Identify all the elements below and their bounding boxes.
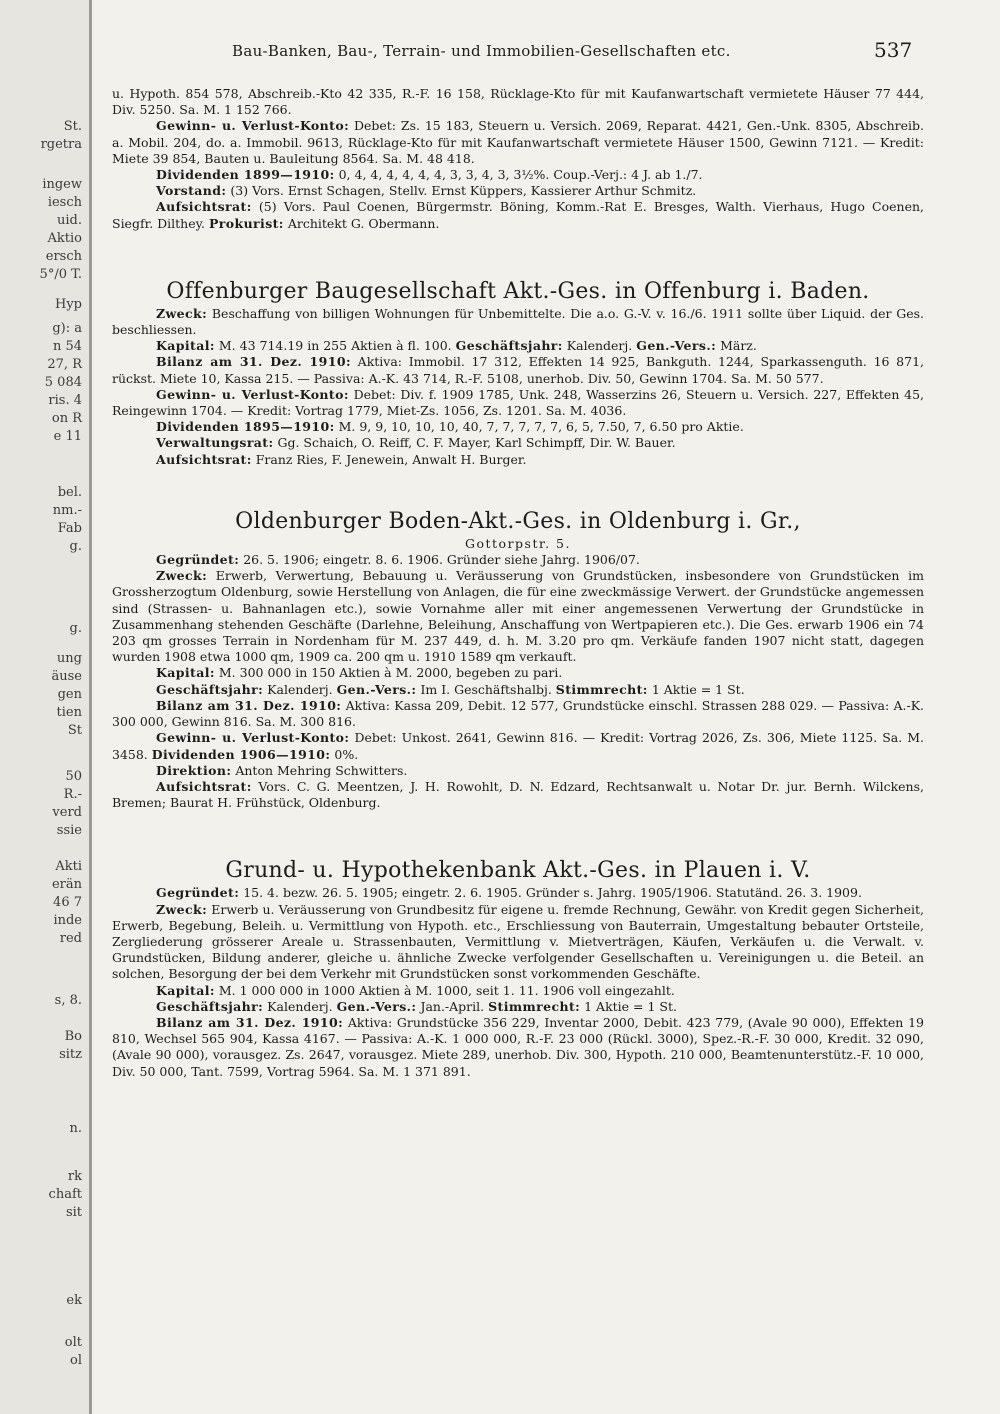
margin-fragment: ol xyxy=(70,1353,82,1368)
margin-fragment: inde xyxy=(53,913,82,928)
company-entry-oldenburg xyxy=(112,508,924,811)
margin-fragment: olt xyxy=(64,1335,82,1350)
margin-fragment: ung xyxy=(56,651,82,666)
field-value: März. xyxy=(720,338,757,354)
margin-fragment: n 54 xyxy=(52,339,82,354)
page-body xyxy=(112,86,924,1080)
field-label: Dividenden 1899—1910: xyxy=(156,167,335,183)
field-label: Verwaltungsrat: xyxy=(156,435,274,451)
field-label: Bilanz am 31. Dez. 1910: xyxy=(156,354,351,370)
field-label: Gewinn- u. Verlust-Konto: xyxy=(156,730,350,746)
balance-paragraph xyxy=(112,698,924,730)
field-label: Aufsichtsrat: xyxy=(156,199,252,215)
field-label: Prokurist: xyxy=(208,215,284,231)
field-value: Kalenderj. xyxy=(566,338,633,354)
purpose-paragraph xyxy=(112,902,924,983)
margin-fragment: erän xyxy=(51,877,82,892)
margin-fragment: chaft xyxy=(48,1187,82,1202)
capital-paragraph xyxy=(112,665,924,681)
field-value: 26. 5. 1906; eingetr. 8. 6. 1906. Gründer siehe Jahrg. 1906/07. xyxy=(243,552,640,568)
field-label: Geschäftsjahr: xyxy=(156,681,264,697)
field-value: 0, 4, 4, 4, 4, 4, 4, 3, 3, 4, 3, 3½%. Coup.-Verj.: 4 J. ab 1./7. xyxy=(338,167,703,183)
field-label: Zweck: xyxy=(156,568,208,584)
field-label: Gewinn- u. Verlust-Konto: xyxy=(156,118,350,134)
margin-fragment: e 11 xyxy=(53,429,82,444)
margin-fragment: rk xyxy=(67,1169,82,1184)
field-label: Kapital: xyxy=(156,982,215,998)
field-label: Zweck: xyxy=(156,305,208,321)
field-value: Architekt G. Obermann. xyxy=(287,215,440,231)
field-value: Im I. Geschäftshalbj. xyxy=(420,681,552,697)
margin-fragment: ersch xyxy=(45,249,82,264)
field-value: 0%. xyxy=(334,746,359,762)
margin-fragment: 27, R xyxy=(47,357,82,372)
field-label: Gen.-Vers.: xyxy=(336,681,417,697)
margin-fragment: ris. 4 xyxy=(48,393,82,408)
field-label: Direktion: xyxy=(156,762,232,778)
margin-fragment: Fab xyxy=(57,521,82,536)
entry-continued xyxy=(112,86,924,232)
margin-fragment: n. xyxy=(69,1121,82,1136)
capital-paragraph xyxy=(112,338,924,354)
margin-fragment: g): a xyxy=(52,321,82,336)
profit-loss-paragraph xyxy=(112,730,924,762)
founded-paragraph xyxy=(112,885,924,901)
field-value: Vors. C. G. Meentzen, J. H. Rowohlt, D. N. Edzard, Rechtsanwalt u. Notar Dr. jur. Bernh. Wilckens, Bremen; Baurat H. Frühstück, Oldenburg. xyxy=(112,778,924,811)
dividends-paragraph xyxy=(112,419,924,435)
admin-board-paragraph xyxy=(112,435,924,451)
balance-continuation: u. Hypoth. 854 578, Abschreib.-Kto 42 335, R.-F. 16 158, Rücklage-Kto für mit Kaufanwartschaft vermietete Häuser 77 444, Div. 5250. Sa. M. 1 152 766. xyxy=(112,86,924,118)
page-fold-shadow xyxy=(89,0,92,1414)
field-value: Kalenderj. xyxy=(267,998,333,1014)
field-value: Aktiva: Kassa 209, Debit. 12 577, Grundstücke einschl. Strassen 288 029. — Passiva: A.-K. 300 000, Gewinn 816. Sa. M. 300 816. xyxy=(112,697,925,730)
margin-fragment: g. xyxy=(69,539,82,554)
field-value: Aktiva: Grundstücke 356 229, Inventar 2000, Debit. 423 779, (Avale 90 000), Effekten 19 810, Wechsel 565 904, Kassa 4167. — Passiva: A.-K. 1 000 000, R.-F. 23 000 (Rückl. 3000), Spez.-R.-F. 30 000, Kredit. 32 090, (Avale 90 000), vorausgez. Zs. 2647, vorausgez. Miete 289, unerhob. Div. 300, Hypoth. 210 000, Beamtenunterstütz.-F. 10 000, Div. 50 000, Tant. 7599, Vortrag 5964. Sa. M. 1 371 891. xyxy=(112,1014,924,1079)
field-label: Gewinn- u. Verlust-Konto: xyxy=(156,386,349,402)
supervisory-board-paragraph xyxy=(112,779,924,811)
margin-fragment: ek xyxy=(66,1293,82,1308)
field-label: Kapital: xyxy=(156,665,215,681)
margin-fragment: ingew xyxy=(42,177,82,192)
page-number: 537 xyxy=(874,38,913,62)
margin-fragment: R.- xyxy=(63,787,82,802)
field-value: 1 Aktie = 1 St. xyxy=(651,681,745,697)
margin-fragment: uid. xyxy=(57,213,82,228)
field-value: Kalenderj. xyxy=(267,681,333,697)
company-entry-plauen xyxy=(112,857,924,1079)
field-value: M. 43 714.19 in 255 Aktien à fl. 100. xyxy=(218,338,452,354)
supervisory-board-paragraph xyxy=(112,452,924,468)
margin-fragment: s, 8. xyxy=(54,993,82,1008)
margin-fragment: Akti xyxy=(55,859,82,874)
margin-fragment: 5 084 xyxy=(44,375,82,390)
field-label: Stimmrecht: xyxy=(488,998,581,1014)
margin-fragment: rgetra xyxy=(40,137,82,152)
margin-fragment: gen xyxy=(57,687,82,702)
purpose-paragraph xyxy=(112,568,924,665)
field-value: Erwerb u. Veräusserung von Grundbesitz für eigene u. fremde Rechnung, Gewähr. von Kredit gegen Sicherheit, Erwerb, Begebung, Beleih. u. Vermittlung von Hypoth. etc., Erschliessung von Bauterrain, Umgestaltung bebauter Ortsteile, Zergliederung grösserer Areale u. Strassenbauten, Vermittlung v. Mietverträgen, Käufen, Verkäufen u. die Verwalt. v. Grundstücken, Bildung anderer, gleiche u. ähnliche Zwecke verfolgender Gesellschaften u. Vereinigungen u. die Beteil. an solchen, Besorgung der bei dem Verkehr mit Grundstücken sonst vorkommenden Geschäfte. xyxy=(112,901,924,982)
margin-fragment: bel. xyxy=(57,485,82,500)
field-value: Debet: Div. f. 1909 1785, Unk. 248, Wasserzins 26, Steuern u. Versich. 227, Effekten 45, Reingewinn 1704. — Kredit: Vortrag 1779, Miet-Zs. 1056, Zs. 1201. Sa. M. 4036. xyxy=(112,386,924,419)
field-value: 1 Aktie = 1 St. xyxy=(584,998,677,1014)
margin-fragment: verd xyxy=(52,805,82,820)
field-value: Debet: Unkost. 2641, Gewinn 816. — Kredit: Vortrag 2026, Zs. 306, Miete 1125. Sa. M. 3458. xyxy=(112,730,925,762)
field-value: Aktiva: Immobil. 17 312, Effekten 14 925, Bankguth. 1244, Sparkassenguth. 16 871, rückst. Miete 10, Kassa 215. — Passiva: A.-K. 43 714, R.-F. 5108, unerhob. Div. 50, Gewinn 1704. Sa. M. 50 577. xyxy=(112,354,925,386)
founded-paragraph xyxy=(112,552,924,568)
profit-loss-paragraph xyxy=(112,387,924,419)
profit-loss-paragraph xyxy=(112,118,924,167)
field-value: 15. 4. bezw. 26. 5. 1905; eingetr. 2. 6. 1905. Gründer s. Jahrg. 1905/1906. Statutänd. 26. 3. 1909. xyxy=(243,885,862,901)
balance-paragraph xyxy=(112,354,924,386)
supervisory-board-paragraph xyxy=(112,199,924,231)
margin-fragment: on R xyxy=(51,411,82,426)
field-label: Bilanz am 31. Dez. 1910: xyxy=(156,1014,344,1030)
field-label: Kapital: xyxy=(156,338,215,354)
margin-fragment: iesch xyxy=(47,195,82,210)
margin-fragment: sitz xyxy=(59,1047,82,1062)
field-value: (3) Vors. Ernst Schagen, Stellv. Ernst Küppers, Kassierer Arthur Schmitz. xyxy=(230,183,697,199)
margin-fragment: äuse xyxy=(51,669,82,684)
margin-fragment: sit xyxy=(65,1205,82,1220)
company-address: Gottorpstr. 5. xyxy=(465,535,571,551)
company-heading: Oldenburger Boden-Akt.-Ges. in Oldenburg i. Gr., xyxy=(235,508,801,534)
field-label: Aufsichtsrat: xyxy=(156,451,252,467)
balance-paragraph xyxy=(112,1015,924,1080)
margin-fragment: Hyp xyxy=(54,297,82,312)
field-label: Stimmrecht: xyxy=(555,681,648,697)
capital-paragraph xyxy=(112,983,924,999)
field-value: Erwerb, Verwertung, Bebauung u. Veräusserung von Grundstücken, insbesondere von Grundstücken im Grossherzogtum Oldenburg, sowie Herstellung von Anlagen, die für eine zweckmässige Verwert. der Grundstücke angemessen sind (Strassen- u. Bahnanlagen etc.), sowie Vornahme aller mit einer angemessenen Verwertung der Grundstücke in Zusammenhang stehenden Geschäfte (Darlehne, Beleihung, Anschaffung von Wertpapieren etc.). Die Ges. erwarb 1906 ein 74 203 qm grosses Terrain in Nordenham für M. 237 449, d. h. M. 3.20 pro qm. Verkäufe fanden 1907 nicht statt, dagegen wurden 1908 etwa 1000 qm, 1909 ca. 200 qm u. 1910 1589 qm verkauft. xyxy=(112,568,924,665)
margin-fragment: 50 xyxy=(65,769,82,784)
field-label: Geschäftsjahr: xyxy=(156,998,264,1014)
margin-fragment: tien xyxy=(56,705,82,720)
margin-fragment: g. xyxy=(69,621,82,636)
document-page xyxy=(112,0,926,1414)
field-value: M. 1 000 000 in 1000 Aktien à M. 1000, seit 1. 11. 1906 voll eingezahlt. xyxy=(218,982,675,998)
company-heading: Offenburger Baugesellschaft Akt.-Ges. in Offenburg i. Baden. xyxy=(166,278,870,304)
field-label: Aufsichtsrat: xyxy=(156,778,252,794)
field-label: Gen.-Vers.: xyxy=(336,998,417,1014)
field-value: Franz Ries, F. Jenewein, Anwalt H. Burger. xyxy=(255,451,527,467)
left-margin-neighbor-page xyxy=(0,0,92,1414)
field-label: Bilanz am 31. Dez. 1910: xyxy=(156,697,342,713)
purpose-paragraph xyxy=(112,306,924,338)
field-value: M. 300 000 in 150 Aktien à M. 2000, begeben zu pari. xyxy=(218,665,563,681)
field-value: (5) Vors. Paul Coenen, Bürgermstr. Böning, Komm.-Rat E. Bresges, Walth. Vierhaus, Hugo Coenen, Siegfr. Dilthey. xyxy=(112,199,924,231)
field-value: Debet: Zs. 15 183, Steuern u. Versich. 2069, Reparat. 4421, Gen.-Unk. 8305, Abschreib. a. Mobil. 204, do. a. Immobil. 9613, Rücklage-Kto für mit Kaufanwartschaft vermietete Häuser 1500, Gewinn 7121. — Kredit: Miete 39 854, Bauten u. Bauleitung 8564. Sa. M. 48 418. xyxy=(112,118,924,166)
field-value: Anton Mehring Schwitters. xyxy=(235,762,408,778)
fiscal-paragraph xyxy=(112,999,924,1015)
field-value: Beschaffung von billigen Wohnungen für Unbemittelte. Die a.o. G.-V. v. 16./6. 1911 sollte über Liquid. der Ges. beschliessen. xyxy=(112,305,924,338)
margin-fragment: Aktio xyxy=(47,231,82,246)
field-label: Geschäftsjahr: xyxy=(455,338,563,354)
field-value: Jan.-April. xyxy=(420,998,485,1014)
field-label: Zweck: xyxy=(156,901,208,917)
field-value: M. 9, 9, 10, 10, 10, 40, 7, 7, 7, 7, 7, 6, 5, 7.50, 7, 6.50 pro Aktie. xyxy=(338,419,744,435)
margin-fragment: 46 7 xyxy=(53,895,82,910)
margin-fragment: ssie xyxy=(56,823,82,838)
field-value: Gg. Schaich, O. Reiff, C. F. Mayer, Karl Schimpff, Dir. W. Bauer. xyxy=(277,435,676,451)
field-label: Gegründet: xyxy=(156,885,240,901)
field-label: Gen.-Vers.: xyxy=(636,338,717,354)
field-label: Gegründet: xyxy=(156,552,240,568)
dividends-paragraph xyxy=(112,167,924,183)
margin-fragment: 5°/0 T. xyxy=(39,267,82,282)
board-paragraph xyxy=(112,183,924,199)
field-label: Dividenden 1895—1910: xyxy=(156,419,335,435)
field-label: Vorstand: xyxy=(156,183,227,199)
margin-fragment: nm.- xyxy=(52,503,82,518)
margin-fragment: St. xyxy=(63,119,82,134)
field-label: Dividenden 1906—1910: xyxy=(151,746,331,762)
company-heading: Grund- u. Hypothekenbank Akt.-Ges. in Plauen i. V. xyxy=(225,858,811,884)
margin-fragment: Bo xyxy=(64,1029,82,1044)
fiscal-paragraph xyxy=(112,682,924,698)
margin-fragment: St xyxy=(67,723,82,738)
direction-paragraph xyxy=(112,763,924,779)
margin-fragment: red xyxy=(59,931,82,946)
company-entry-offenburg xyxy=(112,278,924,468)
running-head: Bau-Banken, Bau-, Terrain- und Immobilien-Gesellschaften etc. xyxy=(232,42,731,60)
